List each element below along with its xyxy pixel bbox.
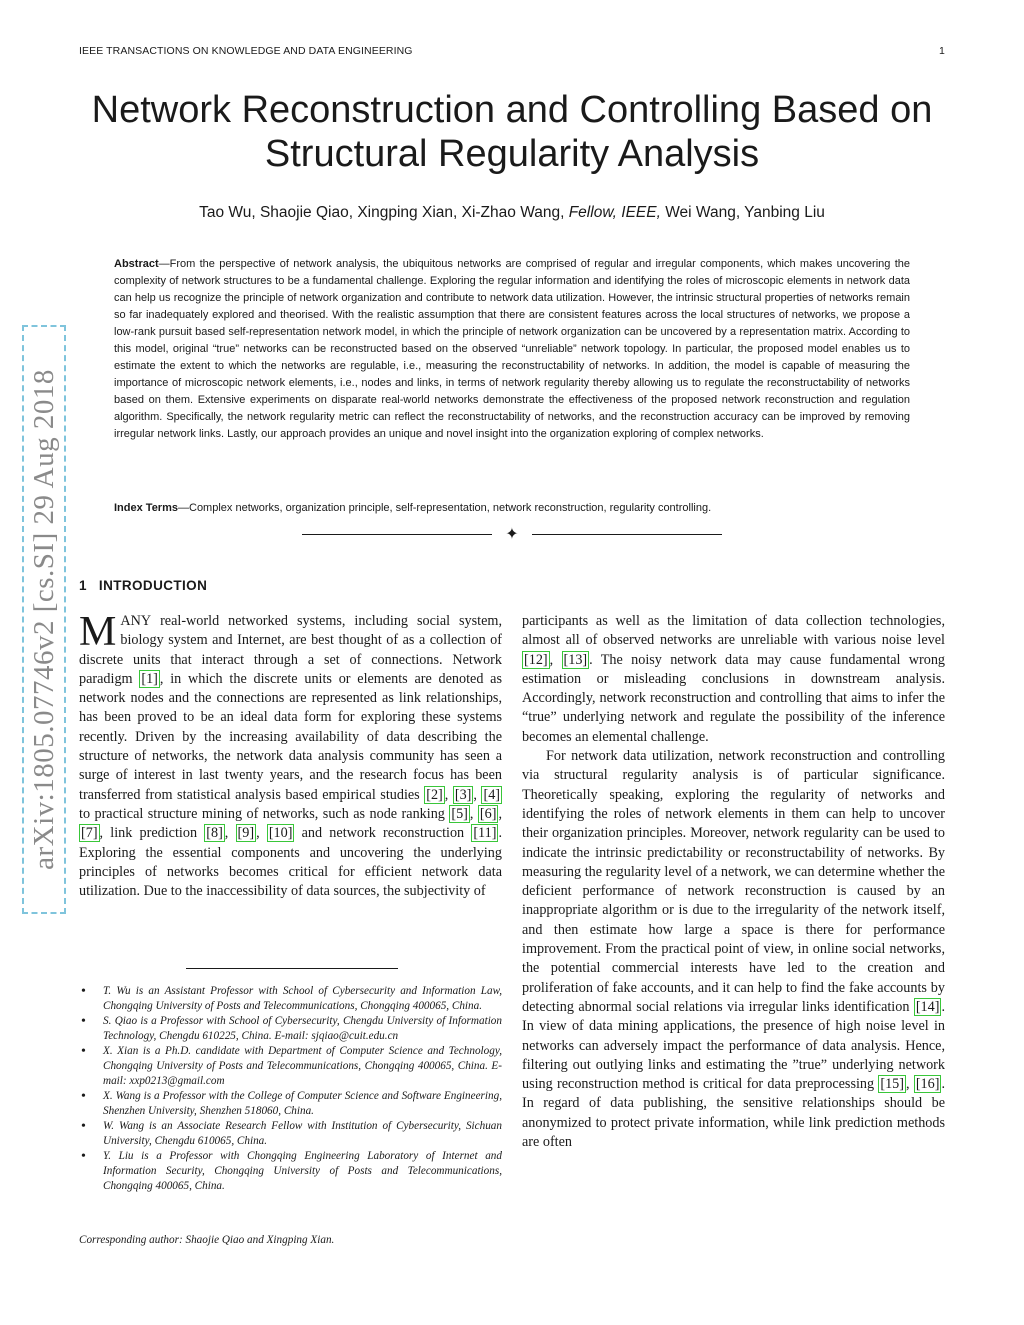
footnote-item: • S. Qiao is a Professor with School of Cybersecurity, Chengdu University of Information Technology, Chengdu 610225, China. E-mail: sjqiao@cuit.edu.cn — [79, 1014, 502, 1044]
journal-name: IEEE TRANSACTIONS ON KNOWLEDGE AND DATA ENGINEERING — [79, 45, 413, 57]
left-column — [79, 609, 503, 901]
citation-link[interactable]: [1] — [141, 670, 158, 687]
body-text: , in which the discrete units or elements are denoted as network nodes and the connections are represented as link relationships, has been proved to be an ideal data form for exploring these systems recently. Driven by the increasing availability of data describing the structure of networks, the network data analysis community has seen a surge of interest in last twenty years, and the research focus has been transferred from statistical analysis based empirical studies — [79, 670, 503, 803]
citation-separator: , — [549, 651, 562, 668]
separator-rule-right — [532, 534, 722, 535]
authors-main: Tao Wu, Shaojie Qiao, Xingping Xian, Xi-Zhao Wang, — [199, 204, 569, 221]
body-text: . The noisy network data may cause fundamental wrong estimation or misleading conclusions in downstream analysis. Accordingly, network reconstruction and controlling that aims to infer the “true” underlying network and regulate the possibility of the inference becomes an elemental challenge. — [522, 651, 946, 745]
citation-link[interactable]: [2] — [426, 786, 443, 803]
authors-rest: Wei Wang, Yanbing Liu — [660, 204, 825, 221]
opening-smallcaps: ANY — [120, 613, 152, 629]
citation-separator: , — [444, 786, 453, 803]
author-list — [79, 204, 945, 222]
section-heading — [79, 578, 207, 593]
separator-diamond-icon: ✦ — [505, 524, 519, 543]
footnote-rule — [186, 968, 398, 969]
affiliation-footnotes — [79, 984, 502, 1194]
abstract — [114, 256, 910, 443]
footnote-item: • X. Wang is a Professor with the College of Computer Science and Software Engineering, Shenzhen University, Shenzhen 518060, China. — [79, 1089, 502, 1119]
citation-separator: , — [256, 825, 267, 842]
arxiv-stamp — [22, 325, 66, 914]
footnote-item: • T. Wu is an Assistant Professor with School of Cybersecurity and Information Law, Chongqing University of Posts and Telecommunications, Chongqing 400065, China. — [79, 984, 502, 1014]
citation-link[interactable]: [9] — [237, 825, 255, 842]
intro-paragraph-1 — [79, 609, 503, 901]
citation-link[interactable]: [5] — [451, 805, 468, 822]
body-text: . In regard of data publishing, the sensitive relationships should be anonymized to protect private information, while link prediction methods are often — [522, 1076, 945, 1151]
body-text: real-world networked systems, including social system, biology system and Internet, are best thought of as a collection of discrete units that interact through a set of connections. Network paradigm — [79, 613, 502, 687]
citation-separator: , — [473, 786, 482, 803]
footnote-item: • Y. Liu is a Professor with Chongqing Engineering Laboratory of Internet and Information Security, Chongqing University of Posts and Telecommunications, Chongqing 400065, China. — [79, 1149, 502, 1194]
index-terms-label: Index Terms — [114, 502, 178, 514]
citation-link[interactable]: [14] — [915, 998, 940, 1015]
fellow-designation: Fellow, IEEE, — [568, 204, 661, 221]
separator-rule-left — [302, 534, 492, 535]
body-text: For network data utilization, network reconstruction and controlling via structural regularity analysis is of particular significance. Theoretically speaking, exploring the regularity of networks and identifying the roles of network elements in them can help to uncover their organization principles. Moreover, network regularity can be used to indicate the intrinsic predictability or reconstructability of networks. By measuring the regularity level of a network, we can determine whether the deficient performance of network reconstruction is caused by an inappropriate algorithm or is due to the irregularity of the network itself, and then estimate how large a space is there for performance improvement. From the practical point of view, in online social networks, the potential commercial interests have led to the creation and proliferation of fake accounts, and it can help to find the fake accounts by detecting abnormal social relations via irregular links identification — [522, 748, 945, 1015]
index-terms — [114, 500, 910, 517]
running-head — [79, 45, 945, 57]
citation-separator: , — [906, 1076, 914, 1093]
citation-separator: , — [224, 825, 236, 842]
section-title: INTRODUCTION — [98, 578, 208, 593]
footnote-item: • X. Xian is a Ph.D. candidate with Department of Computer Science and Technology, Chongqing University of Posts and Telecommunications, Chongqing 400065, China. E-mail: xxp0213@gmail.com — [79, 1044, 502, 1089]
citation-separator: , — [469, 805, 478, 822]
citation-link[interactable]: [4] — [483, 786, 501, 803]
footnote-item: • W. Wang is an Associate Research Fellow with Institution of Cybersecurity, Sichuan University, Chengdu 610065, China. — [79, 1119, 502, 1149]
corresponding-author-note: Corresponding author: Shaojie Qiao and Xingping Xian. — [79, 1234, 335, 1246]
citation-link[interactable]: [13] — [563, 651, 588, 668]
body-text: participants as well as the limitation of data collection technologies, almost all of observed networks are unreliable with various noise level — [522, 613, 945, 649]
intro-paragraph-2 — [522, 747, 945, 1152]
body-text: and network reconstruction — [294, 825, 472, 842]
citation-link[interactable]: [7] — [81, 825, 98, 842]
paper-title: Network Reconstruction and Controlling Based on Structural Regularity Analysis — [91, 89, 933, 175]
citation-link[interactable]: [12] — [524, 651, 548, 668]
citation-link[interactable]: [11] — [473, 825, 497, 842]
page-number: 1 — [939, 45, 945, 57]
right-column — [522, 612, 945, 1152]
body-text: . Exploring the essential components and uncovering the underlying principles of networks becomes critical for efficient network data utilization. Due to the inaccessibility of data sources, the subjectivity of — [79, 825, 502, 900]
drop-cap: M — [79, 609, 117, 655]
abstract-text: —From the perspective of network analysis, the ubiquitous networks are comprised of regular and irregular components, which makes uncovering the complexity of network structures to be a fundamental challenge. Exploring the regular information and identifying the roles of microscopic elements in network data can help us recognize the principle of network organization and contribute to network data utilization. However, the intrinsic structural properties of networks remain so far inadequately explored and theorised. With the realistic assumption that there are consistent features across the local structures of networks, we propose a low-rank pursuit based self-representation network model, in which the principle of network organization can be uncovered by a representation matrix. According to this model, original “true” networks can be reconstructed based on the observed “unreliable” network topology. In particular, the proposed model enables us to estimate the extent to which the networks are regulable, i.e., measuring the reconstructability of networks. In addition, the model is capable of measuring the importance of microscopic network elements, i.e., nodes and links, in terms of network regularity thereby allowing us to regulate the reconstructability of networks based on them. Extensive experiments on disparate real-world networks demonstrate the effectiveness of the proposed network reconstruction and regulation algorithm. Specifically, the network regularity metric can reflect the reconstructability of networks, and the reconstruction accuracy can be improved by removing irregular network links. Lastly, our approach provides an unique and novel insight into the organization exploring of complex networks. — [114, 258, 910, 440]
intro-paragraph-1-cont — [522, 612, 945, 747]
body-text: . In view of data mining applications, the presence of high noise level in networks can adversely impact the performance of data analysis. Hence, filtering out outlying links and estimating the ”true” underlying network using reconstruction method is critical for data preprocessing — [522, 998, 945, 1093]
index-terms-text: —Complex networks, organization principle, self-representation, network reconstruction, regularity controlling. — [178, 502, 712, 514]
abstract-label: Abstract — [114, 258, 159, 270]
citation-link[interactable]: [8] — [206, 825, 223, 842]
section-separator — [302, 524, 722, 544]
body-text: , link prediction — [99, 825, 205, 842]
arxiv-identifier: arXiv:1805.07746v2 [cs.SI] 29 Aug 2018 — [27, 369, 60, 870]
citation-link[interactable]: [16] — [915, 1076, 940, 1093]
section-number: 1 — [79, 578, 87, 593]
citation-link[interactable]: [3] — [454, 786, 472, 803]
body-text: to practical structure mining of networks, such as node ranking — [79, 805, 450, 822]
citation-separator: , — [498, 805, 502, 822]
citation-link[interactable]: [10] — [268, 825, 293, 842]
citation-link[interactable]: [6] — [479, 805, 497, 822]
citation-link[interactable]: [15] — [880, 1076, 904, 1093]
